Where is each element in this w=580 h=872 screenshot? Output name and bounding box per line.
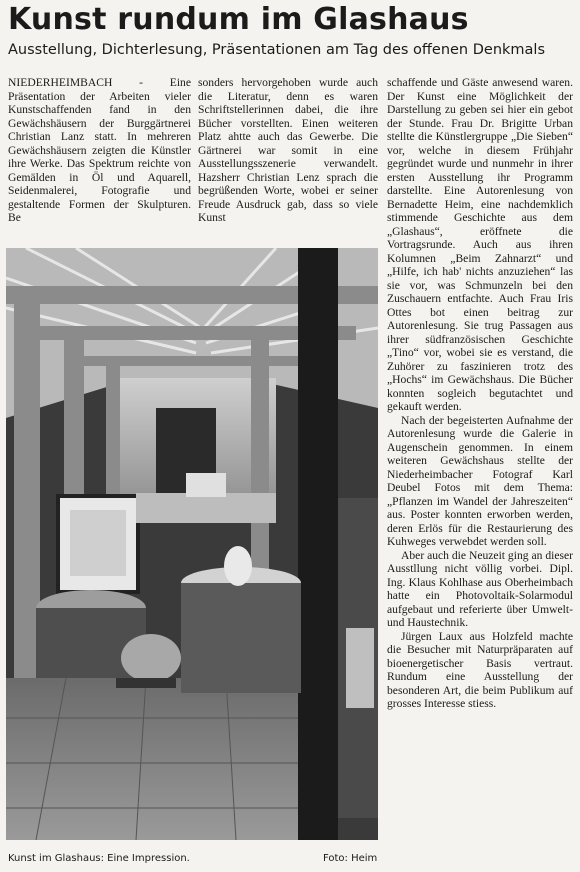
greenhouse-photo — [6, 248, 378, 840]
paragraph: schaffende und Gäste anwesend waren. Der Kunst eine Möglichkeit der Darstellung zu geben sei hier ein gebot der Stunde. Frau Dr. Brigitte Urban stellte die Künstlergruppe „Die Sieben“ vor, welche in diesem Frühjahr gegründet wurde und nunmehr in ihrer ersten Ausstellung ihr Programm darstellte. Eine Autorenlesung von Bernadette Heim, eine nachdemklich stimmende Geschichte aus dem „Glashaus“, eröffnete die Vortragsrunde. Auch aus ihren Kolumnen „Beim Zahnarzt“ und „Hilfe, ich hab' nichts anzuziehen“ las sie vor, was Schmunzeln bei den Zuschauern entfachte. Auch Frau Iris Ottes bot einen beitrag zur Autorenlesung. Sie trug Passagen aus ihrer südfranzösischen Geschichte „Tino“ vor, wobei sie es verstand, die Zuhörer zu faszinieren trotz des „Hochs“ im Gewächshaus. Die Bücher konnten sogleich begutachtet und gekauft werden. — [387, 76, 573, 413]
photo-credit: Foto: Heim — [323, 853, 378, 864]
paragraph: sonders hervorgehoben wurde auch die Literatur, denn es waren Schriftstellerinnen dabei, die ihre Bücher vorstellten. Einen weiteren Platz ahtte auch das Gewerbe. Die Gärtnerei war somit in eine Ausstellungsszenerie verwandelt. Hazsherr Christian Lenz sprach die begrüßenden Worte, wobei er seiner Freude Ausdruck gab, dass so viele Kunst — [198, 76, 378, 224]
subheadline: Ausstellung, Dichterlesung, Präsentationen am Tag des offenen Denkmals — [8, 42, 546, 58]
paragraph: NIEDERHEIMBACH - Eine Präsentation der Arbeiten vieler Kunstschaffenden fand in den Gewächshäusern der Burggärtnerei Christian Lanz statt. In mehreren Gewächshäusern zeigten die Künstler ihre Werke. Das Spektrum reichte von Gemälden in Öl und Aquarell, Seidenmalerei, Fotografie und gestaltende Formen der Skulpturen. Be — [8, 76, 191, 224]
article-column-3 — [387, 76, 573, 866]
article-column-2 — [198, 76, 378, 246]
greenhouse-photo-image — [6, 248, 378, 840]
paragraph: Jürgen Laux aus Holzfeld machte die Besucher mit Naturpräparaten auf bioenergetischer Basis vertraut. Rundum eine Ausstellung der besonderen Art, die beim Publikum auf grosses Interesse stiess. — [387, 629, 573, 710]
paragraph: Nach der begeisterten Aufnahme der Autorenlesung wurde die Galerie in Augenschein genommen. In einem weiteren Gewächshaus stellte der Niederheimbacher Fotograf Karl Deubel Fotos mit dem Thema: „Pflanzen im Wandel der Jahreszeiten“ aus. Poster konnten erworben werden, deren Erlös für die Restaurierung des Kuhweges verwebdet werden soll. — [387, 413, 573, 548]
photo-caption: Kunst im Glashaus: Eine Impression. — [8, 853, 190, 864]
paragraph: Aber auch die Neuzeit ging an dieser Ausstllung nicht völlig vorbei. Dipl. Ing. Klaus Kohlhase aus Oberheimbach hatte ein Photovoltaik-Solarmodul aufgebaut und referierte über Umwelt- und Haustechnik. — [387, 548, 573, 629]
headline: Kunst rundum im Glashaus — [8, 2, 469, 37]
article-column-1 — [8, 76, 191, 246]
